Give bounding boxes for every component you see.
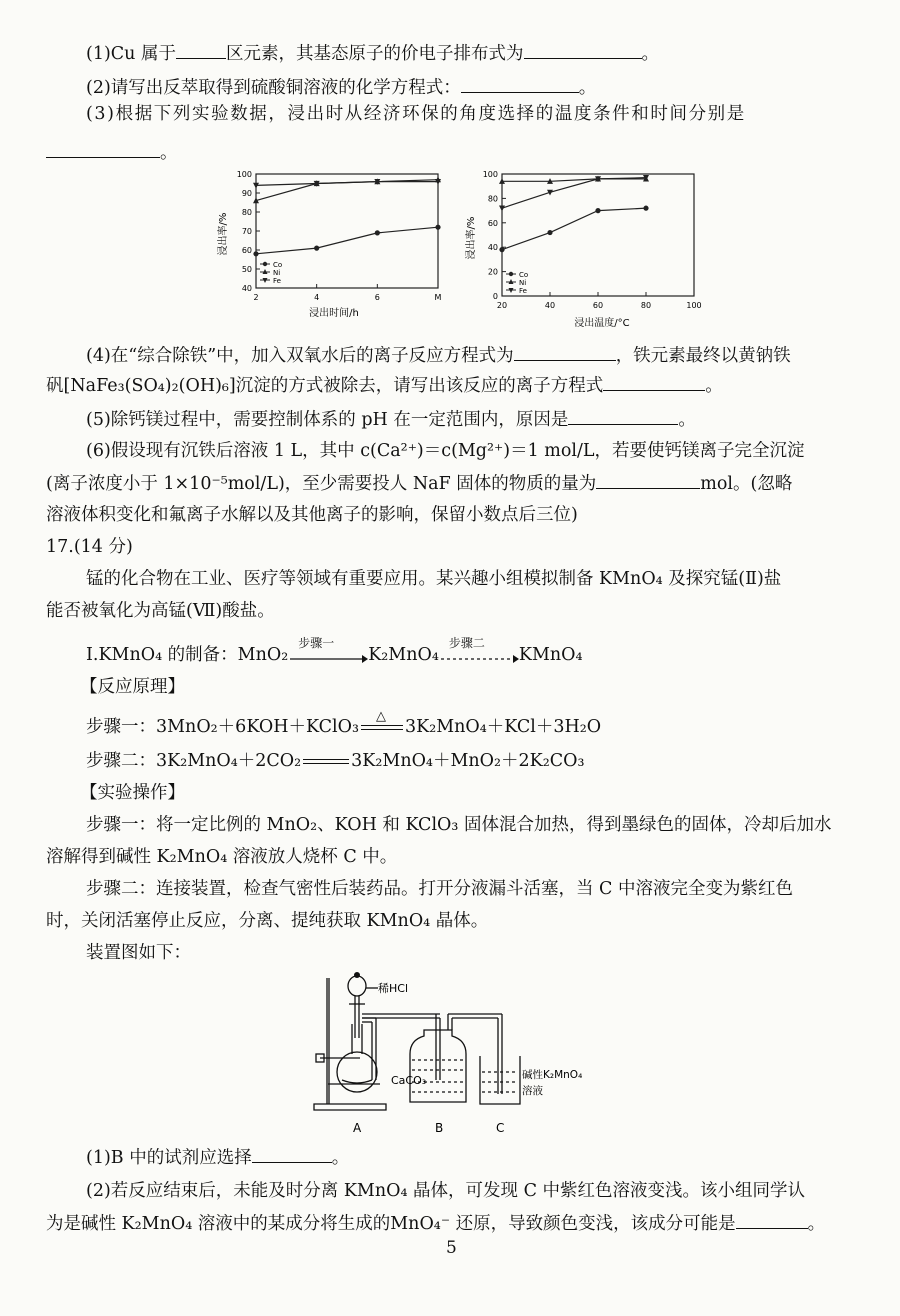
- c2-series-ni-line: [502, 179, 646, 181]
- c1-ytick-label: 100: [236, 170, 252, 179]
- beaker-c-solution-label: 碱性K₂MnO₄: [522, 1069, 583, 1081]
- c1-point-co: [314, 246, 319, 251]
- step1-arrow: 步骤一: [288, 644, 368, 666]
- c1-ytick-label: 60: [241, 246, 252, 255]
- c2-point-fe: [499, 206, 505, 212]
- chart1-legend-co: Co: [273, 261, 283, 269]
- q16-part1: (1)Cu 属于 区元素，其基态原子的价电子排布式为 。: [86, 44, 660, 64]
- q16-part6-line1: (6)假设现有沉铁后溶液 1 L，其中 c(Ca²⁺)＝c(Mg²⁺)＝1 mol/L，若要使钙镁离子完全沉淀: [86, 441, 805, 461]
- c1-series-fe-line: [256, 182, 438, 186]
- chart1-ylabel: 浸出率/%: [218, 212, 229, 256]
- q17-sub2-line2: 为是碱性 K₂MnO₄ 溶液中的某成分将生成的MnO₄⁻ 还原，导致颜色变浅，该成分可能是 。: [46, 1214, 826, 1234]
- chart1-xlabel: 浸出时间/h: [309, 308, 359, 319]
- c2-xtick-label: 60: [592, 301, 604, 310]
- q17-sub2-line1: (2)若反应结束后，未能及时分离 KMnO₄ 晶体，可发现 C 中紫红色溶液变浅。该小组同学认: [86, 1181, 806, 1201]
- c1-xtick-label: 4: [314, 293, 320, 302]
- q17-intro-line1: 锰的化合物在工业、医疗等领域有重要应用。某兴趣小组模拟制备 KMnO₄ 及探究锰(Ⅱ)盐: [86, 569, 782, 589]
- c1-ytick-label: 40: [241, 284, 252, 293]
- operation-step1-line2: 溶解得到碱性 K₂MnO₄ 溶液放人烧杯 C 中。: [46, 847, 398, 867]
- q16-part3: (3)根据下列实验数据，浸出时从经济环保的角度选择的温度条件和时间分别是: [86, 104, 746, 124]
- q17-header: 17.(14 分): [46, 537, 133, 557]
- c2-ytick-label: 80: [487, 194, 498, 204]
- c2-ytick-label: 100: [482, 170, 498, 179]
- chart2-legend-fe: Fe: [519, 287, 527, 295]
- label-c: C: [496, 1121, 505, 1135]
- c2-series-co-line: [502, 208, 646, 249]
- label-a: A: [353, 1121, 362, 1135]
- equation-step2: 步骤二：3K₂MnO₄＋2CO₂ 3K₂MnO₄＋MnO₂＋2K₂CO₃: [86, 751, 585, 771]
- c2-xtick-label: 20: [496, 301, 508, 310]
- c1-xtick-label: 6: [374, 293, 380, 302]
- operation-step1-line1: 步骤一：将一定比例的 MnO₂、KOH 和 KClO₃ 固体混合加热，得到墨绿色的固体，冷却后加水: [86, 815, 832, 835]
- apparatus-intro: 装置图如下：: [86, 943, 191, 963]
- caco3-label: CaCO₃: [391, 1074, 427, 1087]
- c2-point-co: [643, 206, 648, 211]
- q17-sub1: (1)B 中的试剂应选择 。: [86, 1148, 350, 1168]
- chart1-legend: [260, 261, 282, 285]
- c2-xtick-label: 40: [544, 301, 556, 310]
- q17-intro-line2: 能否被氧化为高锰(Ⅶ)酸盐。: [46, 601, 275, 621]
- chart2-xlabel: 浸出温度/°C: [574, 318, 630, 329]
- c2-ytick-label: 0: [492, 292, 498, 301]
- q17-preparation-scheme: Ⅰ.KMnO₄ 的制备：MnO₂ 步骤一 K₂MnO₄ 步骤二 KMnO₄: [86, 636, 583, 665]
- q16-part4-line2: 矾[NaFe₃(SO₄)₂(OH)₆]沉淀的方式被除去，请写出该反应的离子方程式 。: [46, 376, 723, 396]
- chart2-ylabel: 浸出率/%: [466, 216, 477, 260]
- c1-xtick-label: 2: [253, 293, 259, 302]
- q16-part2: (2)请写出反萃取得到硫酸铜溶液的化学方程式： 。: [86, 78, 597, 98]
- q16-part4-line1: (4)在“综合除铁”中，加入双氧水后的离子反应方程式为 ，铁元素最终以黄钠铁: [86, 346, 791, 366]
- reaction-principle-title: 【反应原理】: [80, 677, 185, 697]
- chart1-legend-fe: Fe: [273, 277, 281, 285]
- c2-ytick-label: 20: [487, 267, 498, 277]
- c2-xtick-label: 80: [640, 301, 652, 310]
- c1-point-co: [435, 225, 440, 230]
- leaching-temperature-chart: [462, 166, 710, 332]
- c2-point-co: [595, 208, 600, 213]
- chart1-legend-ni: Ni: [273, 269, 281, 277]
- c2-point-co: [499, 247, 504, 252]
- label-b: B: [435, 1121, 444, 1135]
- c2-series-fe-line: [502, 178, 646, 209]
- chart2-legend-co: Co: [519, 271, 529, 279]
- c2-xtick-label: 100: [686, 301, 702, 310]
- c1-point-co: [375, 230, 380, 235]
- c1-ytick-label: 80: [241, 208, 252, 217]
- c2-point-co: [547, 230, 552, 235]
- c2-ytick-label: 40: [487, 243, 498, 253]
- operation-step2-line2: 时，关闭活塞停止反应，分离、提纯获取 KMnO₄ 晶体。: [46, 911, 489, 931]
- c2-ytick-label: 60: [487, 218, 498, 228]
- chart2-frame: [502, 174, 694, 296]
- chart2-legend: [506, 271, 528, 295]
- dilute-hcl-label: 稀HCl: [378, 982, 409, 995]
- q16-part5: (5)除钙镁过程中，需要控制体系的 pH 在一定范围内，原因是 。: [86, 410, 696, 430]
- chart2-legend-ni: Ni: [519, 279, 527, 287]
- operation-step2-line1: 步骤二：连接装置，检查气密性后装药品。打开分液漏斗活塞，当 C 中溶液完全变为紫红色: [86, 879, 794, 899]
- leaching-time-chart: [204, 166, 452, 324]
- beaker-c-solution-label-2: 溶液: [522, 1085, 543, 1097]
- step2-arrow: 步骤二: [439, 644, 519, 666]
- experiment-operation-title: 【实验操作】: [80, 783, 185, 803]
- c1-xtick-label: M: [434, 293, 442, 302]
- chart1-frame: [256, 174, 438, 288]
- page-number: 5: [446, 1238, 457, 1258]
- equation-step1: 步骤一：3MnO₂＋6KOH＋KClO₃ △ 3K₂MnO₄＋KCl＋3H₂O: [86, 709, 602, 737]
- c1-ytick-label: 70: [241, 227, 252, 236]
- q16-part6-line3: 溶液体积变化和氟离子水解以及其他离子的影响，保留小数点后三位): [46, 505, 578, 525]
- c1-point-co: [253, 251, 258, 256]
- c1-ytick-label: 90: [241, 189, 252, 198]
- q16-part3-answer: 。: [46, 141, 178, 164]
- c1-ytick-label: 50: [241, 265, 252, 274]
- c1-series-co-line: [256, 227, 438, 254]
- q16-part6-line2: (离子浓度小于 1×10⁻⁵mol/L)，至少需要投人 NaF 固体的物质的量为 mol。(忽略: [46, 474, 793, 494]
- apparatus-diagram: [300, 968, 620, 1138]
